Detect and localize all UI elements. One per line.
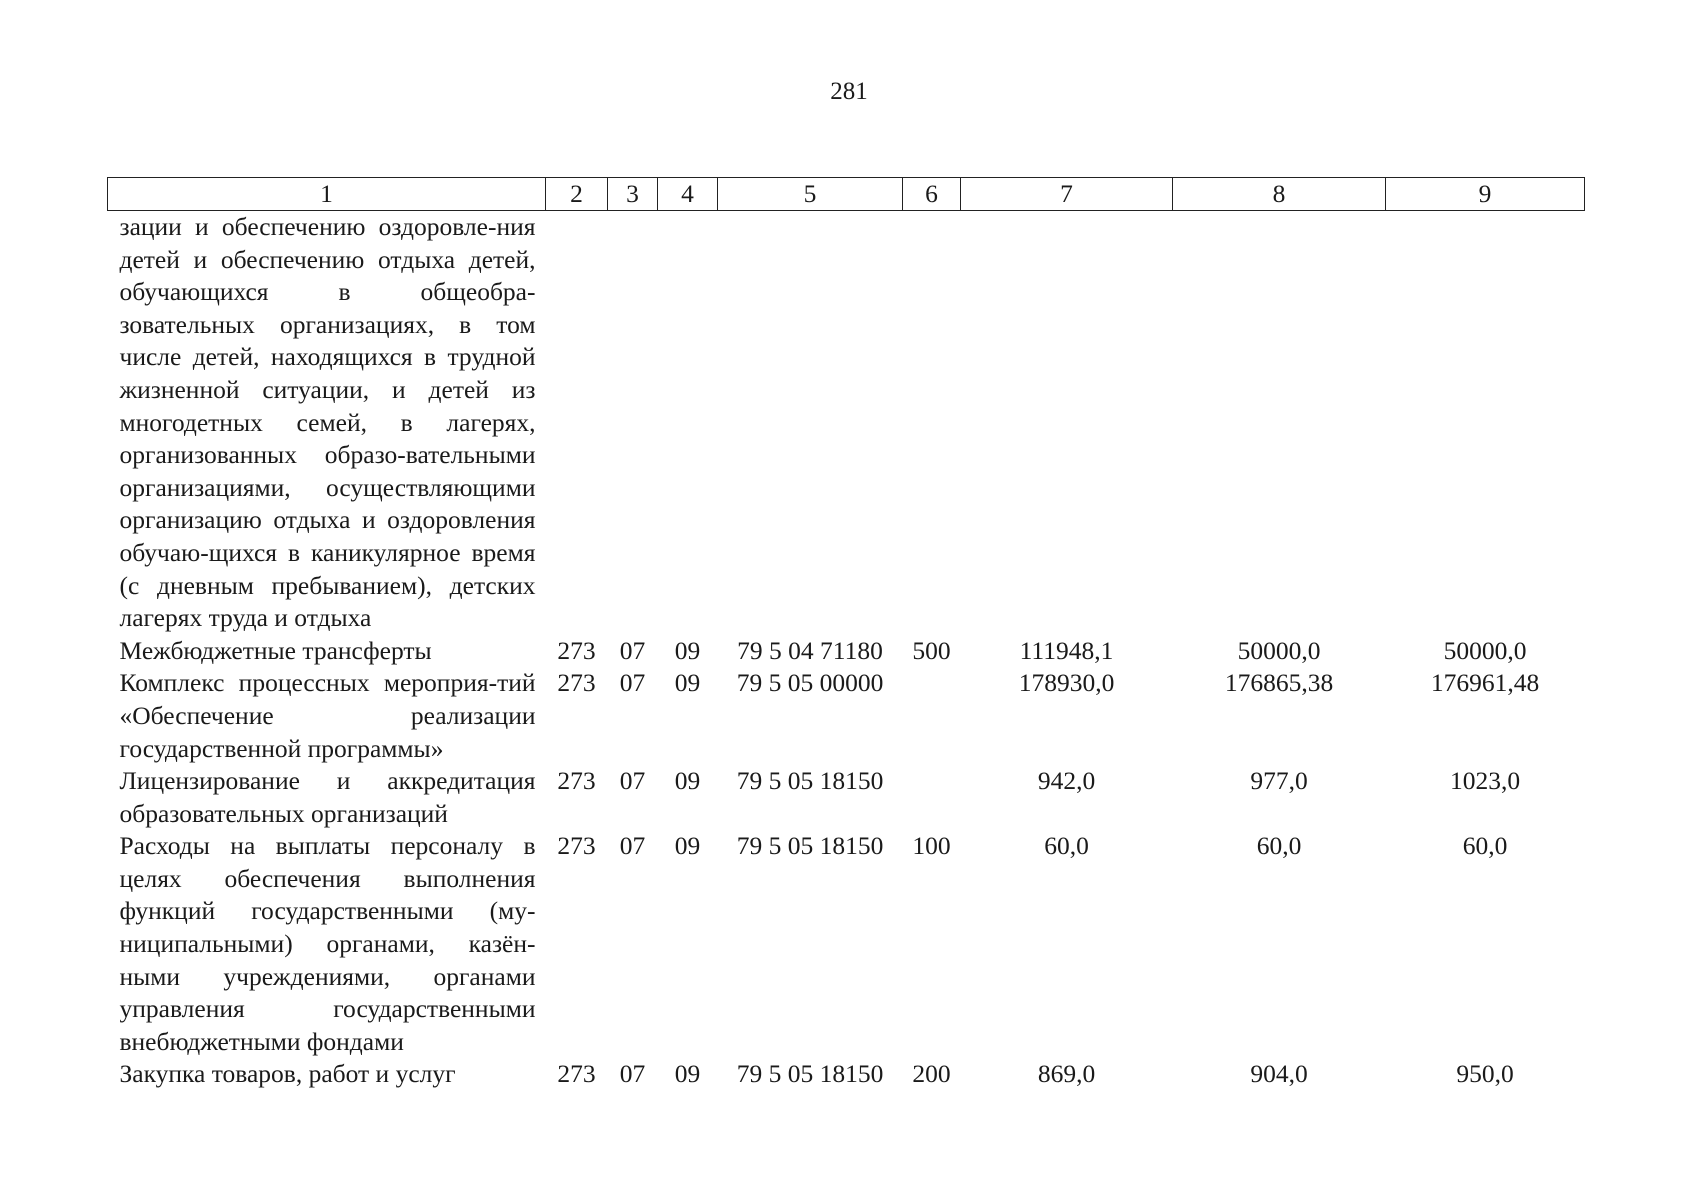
header-cell: 7 [961,178,1173,211]
row-name: зации и обеспечению оздоровле-ния детей и обеспечению отдыха детей, обучающихся в общеобра-зовательных организациях, в том числе детей, находящихся в трудной жизненной ситуации, и детей из многодетных семей, в лагерях, организованных образо-вательными организациями, осуществляющими организацию отдыха и оздоровления обучаю-щихся в каникулярное время (с дневным пребыванием), детских лагерях труда и отдыха [119,212,536,633]
cell-c3: 07 [619,635,646,665]
cell-c9: 60,0 [1462,831,1508,861]
row-name: Комплекс процессных мероприя-тий «Обеспечение реализации государственной программы» [119,668,536,763]
table-row [108,667,1585,765]
cell-c7: 111948,1 [1019,635,1114,665]
cell-c6 [903,765,961,830]
cell-c3: 07 [619,1059,646,1089]
row-name: Лицензирование и аккредитация образовательных организаций [119,766,536,828]
cell-c6: 500 [912,635,951,665]
cell-c8: 60,0 [1256,831,1302,861]
cell-c2 [546,211,608,635]
cell-c5: 79 5 04 71180 [737,635,883,665]
header-cell: 8 [1173,178,1386,211]
cell-c8: 904,0 [1250,1059,1308,1089]
cell-c2: 273 [557,831,596,861]
cell-c3: 07 [619,766,646,796]
table-row [108,830,1585,1058]
cell-c6 [903,211,961,635]
table-row [108,765,1585,830]
row-name: Закупка товаров, работ и услуг [119,1059,456,1089]
header-cell: 5 [718,178,903,211]
cell-c4: 09 [674,831,701,861]
table-header [108,178,1585,211]
cell-c8: 50000,0 [1237,635,1321,665]
cell-c5: 79 5 05 18150 [736,1059,884,1089]
header-cell: 9 [1386,178,1585,211]
header-cell: 1 [108,178,546,211]
cell-c6: 200 [912,1059,951,1089]
row-name: Межбюджетные трансферты [119,635,432,665]
cell-c3: 07 [619,831,646,861]
page-number: 281 [830,78,868,105]
cell-c2: 273 [557,1059,596,1089]
cell-c2: 273 [557,766,596,796]
header-cell: 6 [903,178,961,211]
cell-c7: 942,0 [1037,766,1096,796]
cell-c4: 09 [674,668,701,698]
cell-c3: 07 [619,668,646,698]
cell-c8: 176865,38 [1224,668,1334,698]
header-cell: 2 [546,178,608,211]
row-name: Расходы на выплаты персоналу в целях обеспечения выполнения функций государственными (му-ниципальными) органами, казён-ными учреждениями, органами управления государственными внебюджетными фондами [119,831,536,1056]
cell-c7: 60,0 [1044,831,1089,861]
cell-c5: 79 5 05 00000 [736,668,884,698]
table-row [108,211,1585,635]
cell-c8: 977,0 [1250,766,1308,796]
cell-c6 [903,667,961,765]
cell-c7 [961,211,1173,635]
cell-c9: 1023,0 [1449,766,1521,796]
cell-c2: 273 [557,635,596,665]
cell-c9: 50000,0 [1443,635,1527,665]
cell-c8 [1173,211,1386,635]
cell-c9: 950,0 [1456,1059,1514,1089]
table-row [108,1058,1585,1091]
cell-c5: 79 5 05 18150 [736,766,884,796]
cell-c9 [1386,211,1585,635]
cell-c9: 176961,48 [1430,668,1540,698]
cell-c5 [718,211,903,635]
cell-c5: 79 5 05 18150 [736,831,884,861]
cell-c3 [608,211,658,635]
header-cell: 3 [608,178,658,211]
cell-c4: 09 [674,766,701,796]
cell-c2: 273 [557,668,596,698]
cell-c7: 178930,0 [1018,668,1115,698]
header-cell: 4 [658,178,718,211]
cell-c4: 09 [674,635,701,665]
budget-table [107,177,1585,1091]
cell-c4: 09 [674,1059,701,1089]
cell-c6: 100 [912,831,951,861]
table-row [108,635,1585,668]
cell-c4 [658,211,718,635]
cell-c7: 869,0 [1037,1059,1096,1089]
